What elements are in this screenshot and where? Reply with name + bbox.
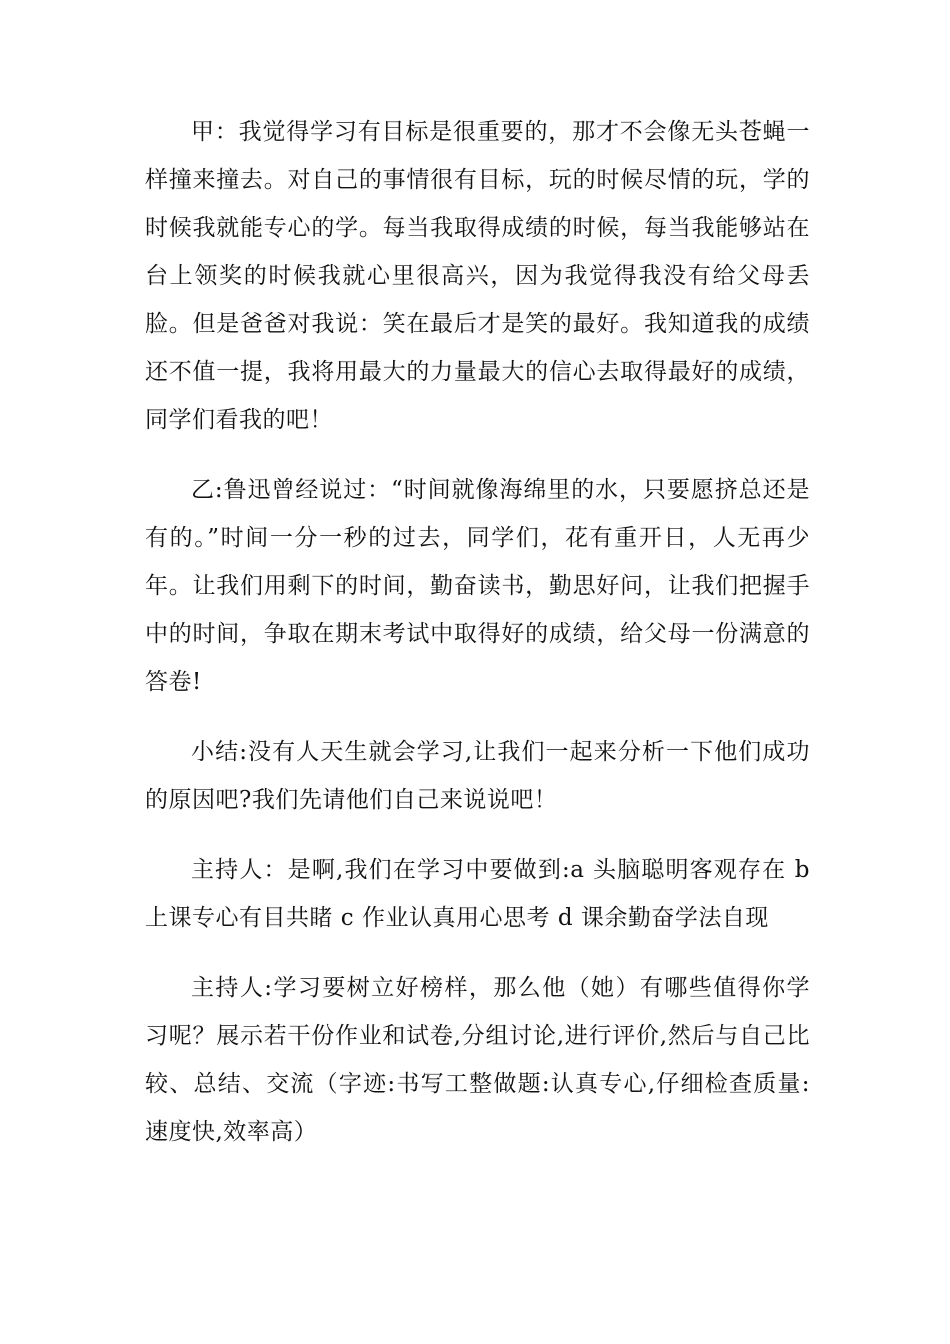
paragraph-yi: 乙:鲁迅曾经说过：“时间就像海绵里的水，只要愿挤总还是有的。”时间一分一秒的过去，同学们，花有重开日，人无再少年。让我们用剩下的时间，勤奋读书，勤思好问，让我们把握手中的时间，争取在期末考试中取得好的成绩，给父母一份满意的答卷! [145, 477, 810, 695]
paragraph-jia: 甲：我觉得学习有目标是很重要的，那才不会像无头苍蝇一样撞来撞去。对自己的事情很有目标，玩的时候尽情的玩，学的时候我就能专心的学。每当我取得成绩的时候，每当我能够站在台上领奖的时候我就心里很高兴，因为我觉得我没有给父母丢脸。但是爸爸对我说：笑在最后才是笑的最好。我知道我的成绩还不值一提，我将用最大的力量最大的信心去取得最好的成绩，同学们看我的吧！ [145, 119, 810, 433]
paragraph-host-1: 主持人：是啊,我们在学习中要做到:a 头脑聪明客观存在 b 上课专心有目共睹 c 作业认真用心思考 d 课余勤奋学法自现 [145, 857, 810, 931]
paragraph-summary: 小结:没有人天生就会学习,让我们一起来分析一下他们成功的原因吧?我们先请他们自己来说说吧！ [145, 739, 810, 813]
paragraph-host-2: 主持人:学习要树立好榜样，那么他（她）有哪些值得你学习呢？展示若干份作业和试卷,分组讨论,进行评价,然后与自己比较、总结、交流（字迹:书写工整做题:认真专心,仔细检查质量:速度快,效率高） [145, 975, 810, 1145]
